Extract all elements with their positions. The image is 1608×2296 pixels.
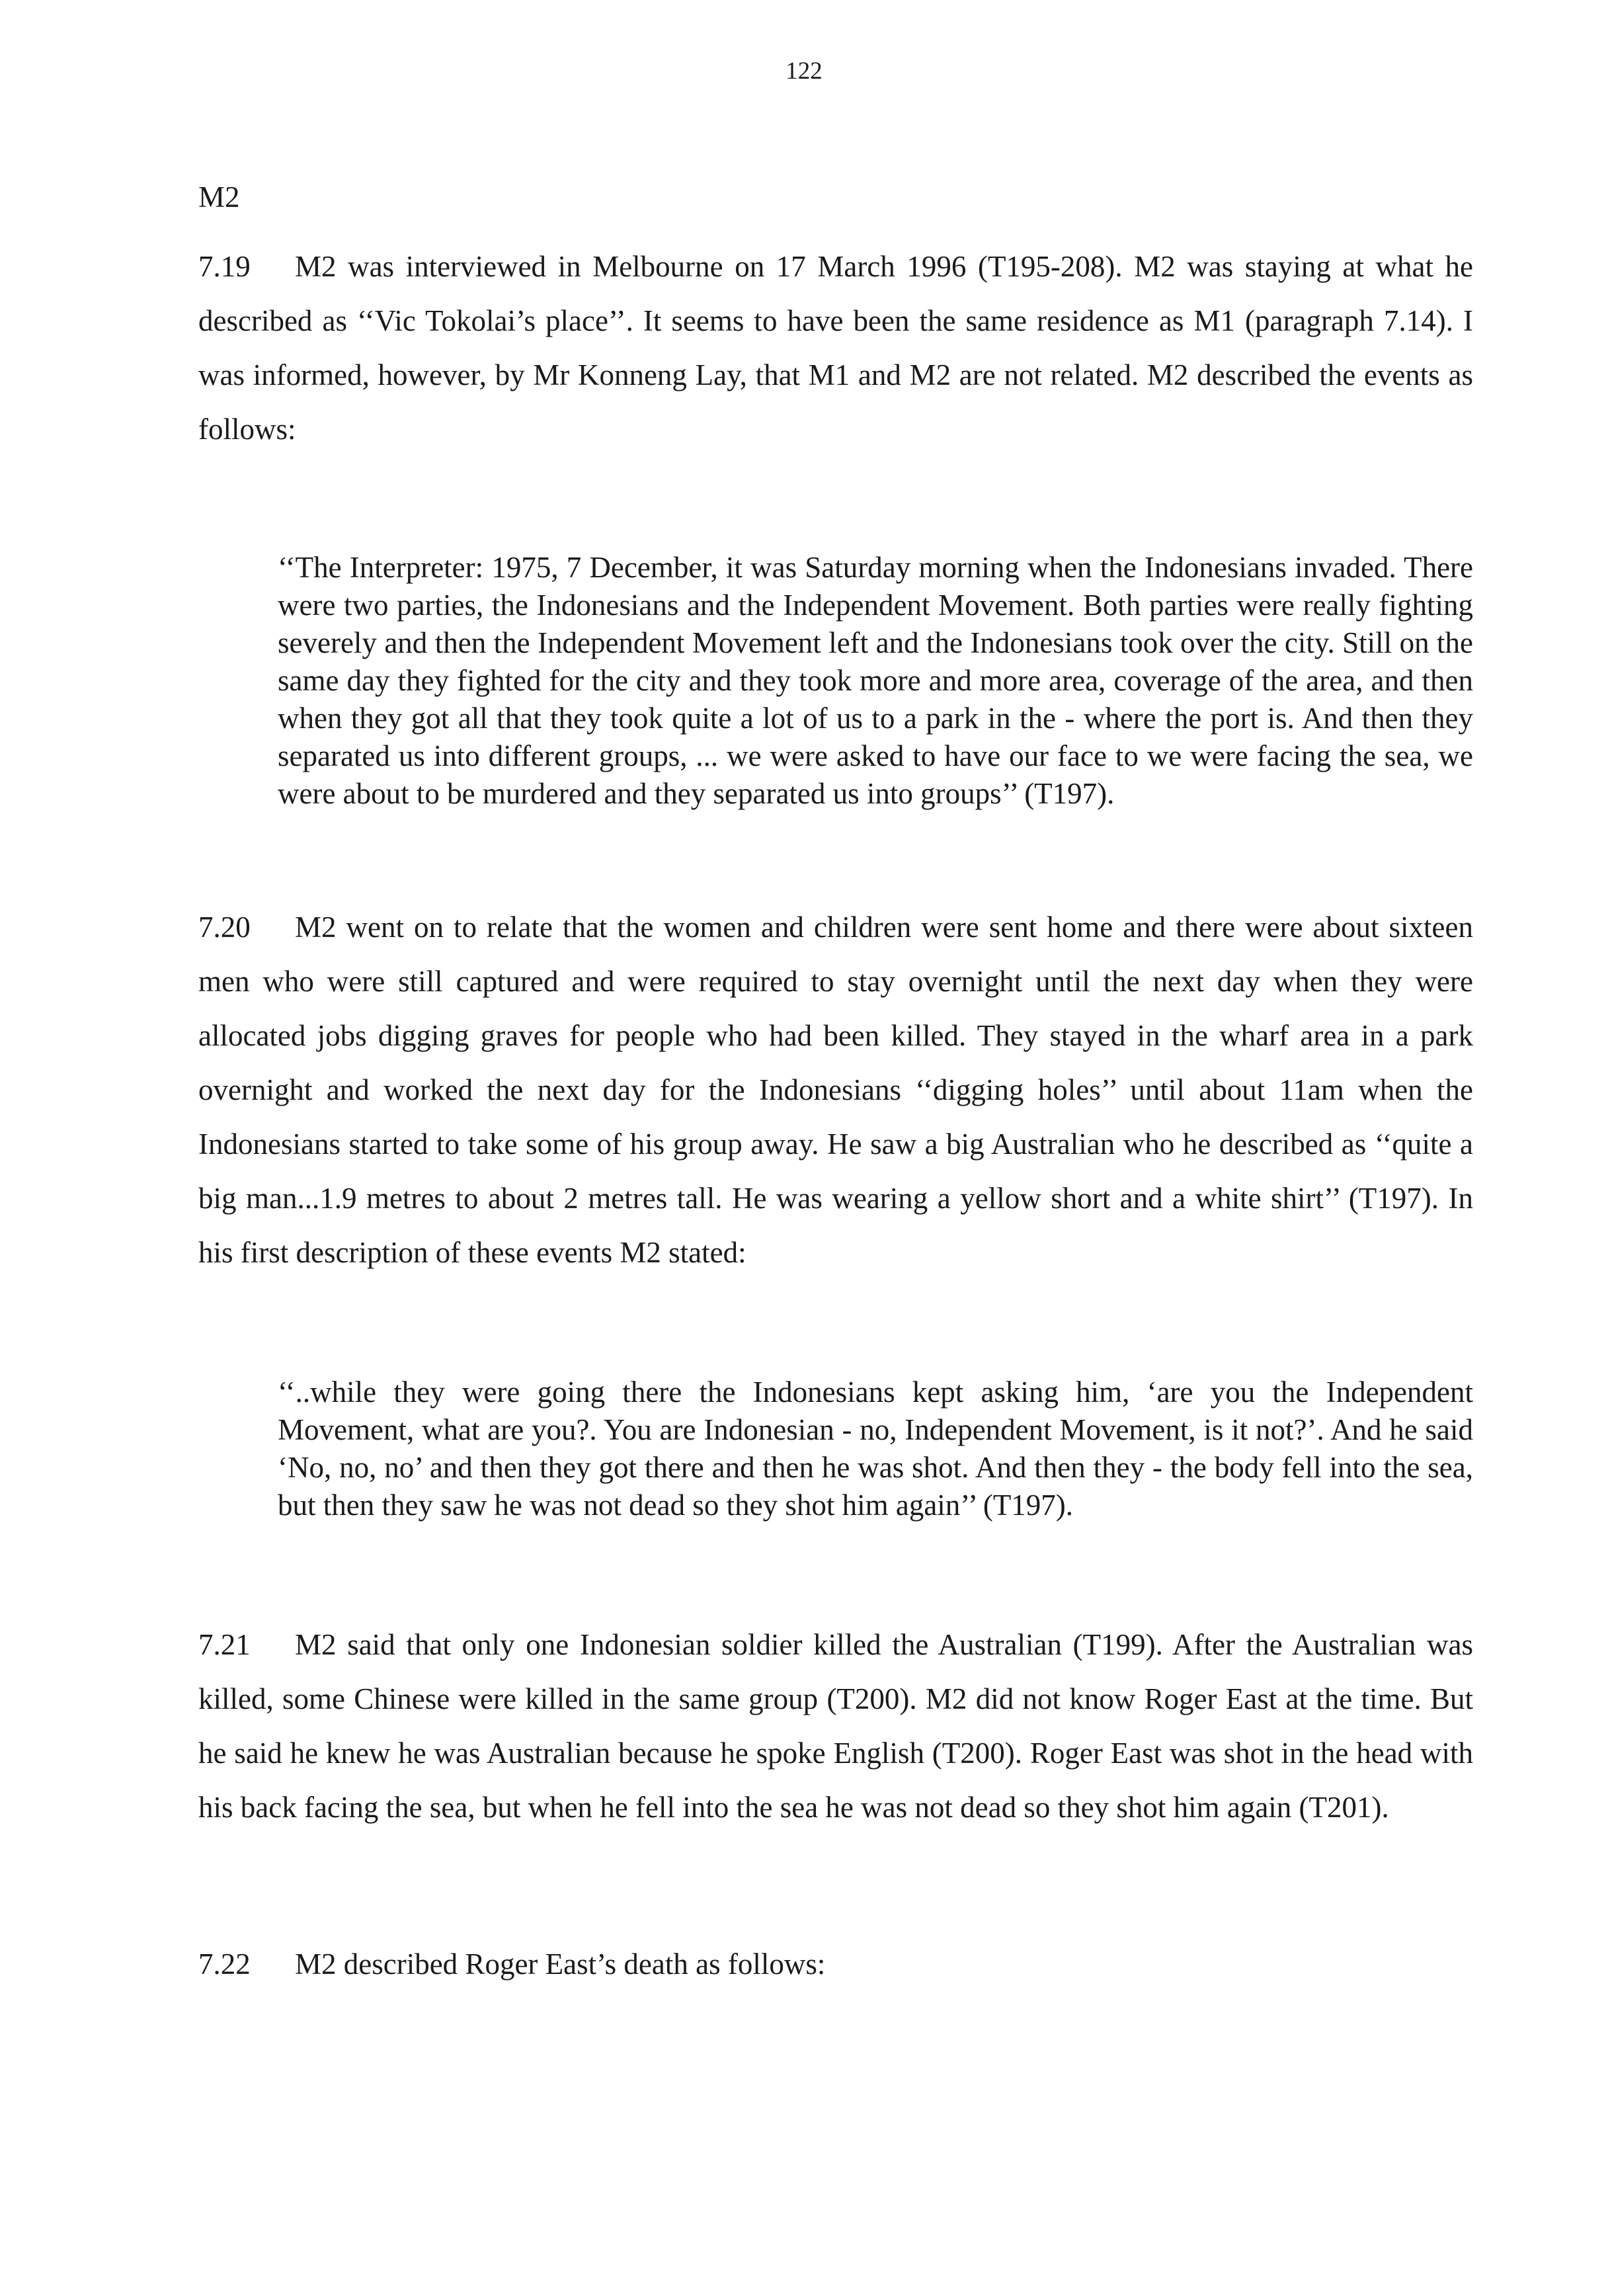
paragraph-number: 7.22 — [198, 1948, 251, 1981]
paragraph-7-21 — [198, 1618, 1473, 1834]
paragraph-text: M2 said that only one Indonesian soldier killed the Australian (T199). After the Australian was killed, some Chinese were killed in the same group (T200). M2 did not know Roger East at the time. But he said he knew he was Australian because he spoke English (T200). Roger East was shot in the head with his back facing the sea, but when he fell into the sea he was not dead so they shot him again (T201). — [198, 1628, 1473, 1824]
section-heading: M2 — [198, 181, 240, 214]
page-number: 122 — [785, 58, 823, 85]
paragraph-7-20 — [198, 900, 1473, 1280]
paragraph-number: 7.19 — [198, 250, 251, 283]
paragraph-number: 7.21 — [198, 1628, 251, 1661]
block-quote-interpreter: ‘‘The Interpreter: 1975, 7 December, it was Saturday morning when the Indonesians invaded. There were two parties, the Indonesians and the Independent Movement. Both parties were really fighting severely and then the Independent Movement left and the Indonesians took over the city. Still on the same day they fighted for the city and they took more and more area, coverage of the area, and then when they got all that they took quite a lot of us to a park in the - where the port is. And then they separated us into different groups, ... we were asked to have our face to we were facing the sea, we were about to be murdered and they separated us into groups’’ (T197). — [278, 551, 1473, 810]
paragraph-number: 7.20 — [198, 911, 251, 944]
paragraph-7-22 — [198, 1937, 1473, 1991]
paragraph-text: M2 described Roger East’s death as follows: — [295, 1948, 826, 1981]
paragraph-7-19 — [198, 239, 1473, 456]
block-quote-testimony: ‘‘..while they were going there the Indonesians kept asking him, ‘are you the Independent Movement, what are you?. You are Indonesian - no, Independent Movement, is it not?’. And he said ‘No, no, no’ and then they got there and then he was shot. And then they - the body fell into the sea, but then they saw he was not dead so they shot him again’’ (T197). — [278, 1375, 1473, 1522]
paragraph-text: M2 was interviewed in Melbourne on 17 March 1996 (T195-208). M2 was staying at what he described as ‘‘Vic Tokolai’s place’’. It seems to have been the same residence as M1 (paragraph 7.14). I was informed, however, by Mr Konneng Lay, that M1 and M2 are not related. M2 described the events as follows: — [198, 250, 1473, 446]
paragraph-text: M2 went on to relate that the women and children were sent home and there were about sixteen men who were still captured and were required to stay overnight until the next day when they were allocated jobs digging graves for people who had been killed. They stayed in the wharf area in a park overnight and worked the next day for the Indonesians ‘‘digging holes’’ until about 11am when the Indonesians started to take some of his group away. He saw a big Australian who he described as ‘‘quite a big man...1.9 metres to about 2 metres tall. He was wearing a yellow short and a white shirt’’ (T197). In his first description of these events M2 stated: — [198, 911, 1473, 1269]
